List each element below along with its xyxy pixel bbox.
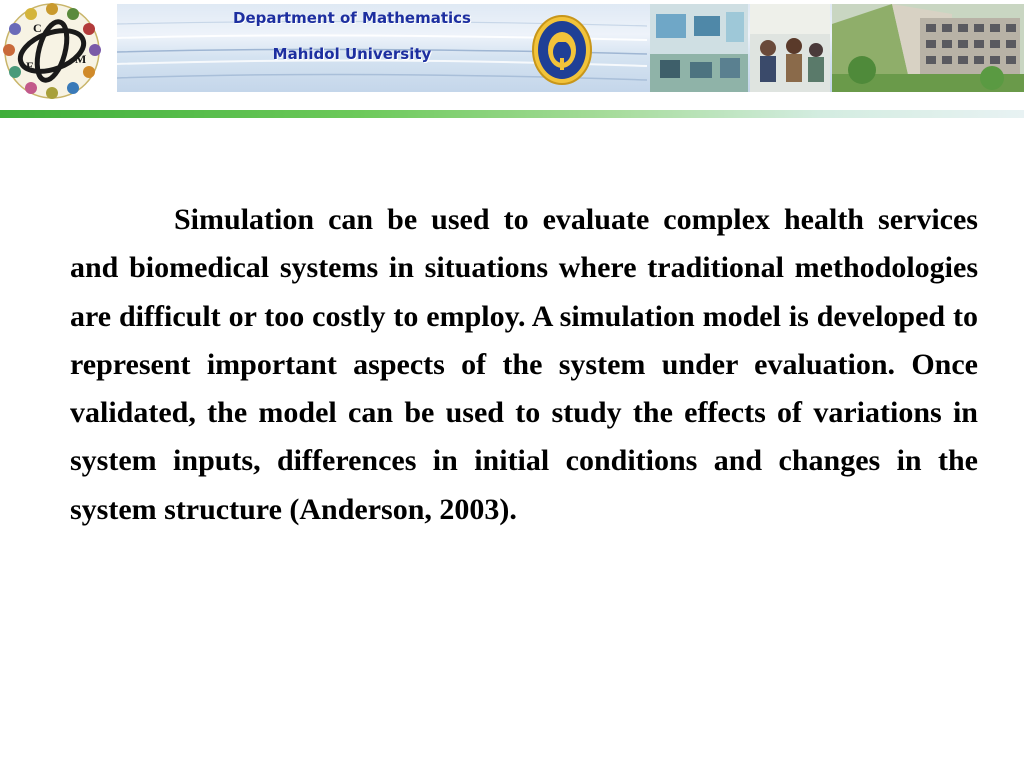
campus-building-photo — [832, 4, 1024, 92]
university-title: Mahidol University — [272, 45, 432, 63]
logo-letter-e: E — [26, 59, 35, 73]
mahidol-seal-icon — [531, 14, 593, 86]
logo-letter-m: M — [75, 52, 87, 66]
header-banner — [117, 4, 1024, 92]
green-gradient-divider — [0, 110, 1024, 118]
cem-logo — [2, 0, 102, 102]
header — [0, 0, 1024, 110]
department-title: Department of Mathematics — [233, 9, 471, 27]
body-paragraph: Simulation can be used to evaluate complex health services and biomedical systems in situations where traditional methodologies are difficult or too costly to employ. A simulation model is developed to represent important aspects of the system under evaluation. Once validated, the model can be used to study the effects of variations in system inputs, differences in initial conditions and changes in the system structure (Anderson, 2003). — [70, 203, 978, 526]
computer-lab-photo — [650, 4, 748, 92]
logo-letter-c: C — [33, 21, 42, 35]
classroom-photo — [750, 4, 830, 92]
